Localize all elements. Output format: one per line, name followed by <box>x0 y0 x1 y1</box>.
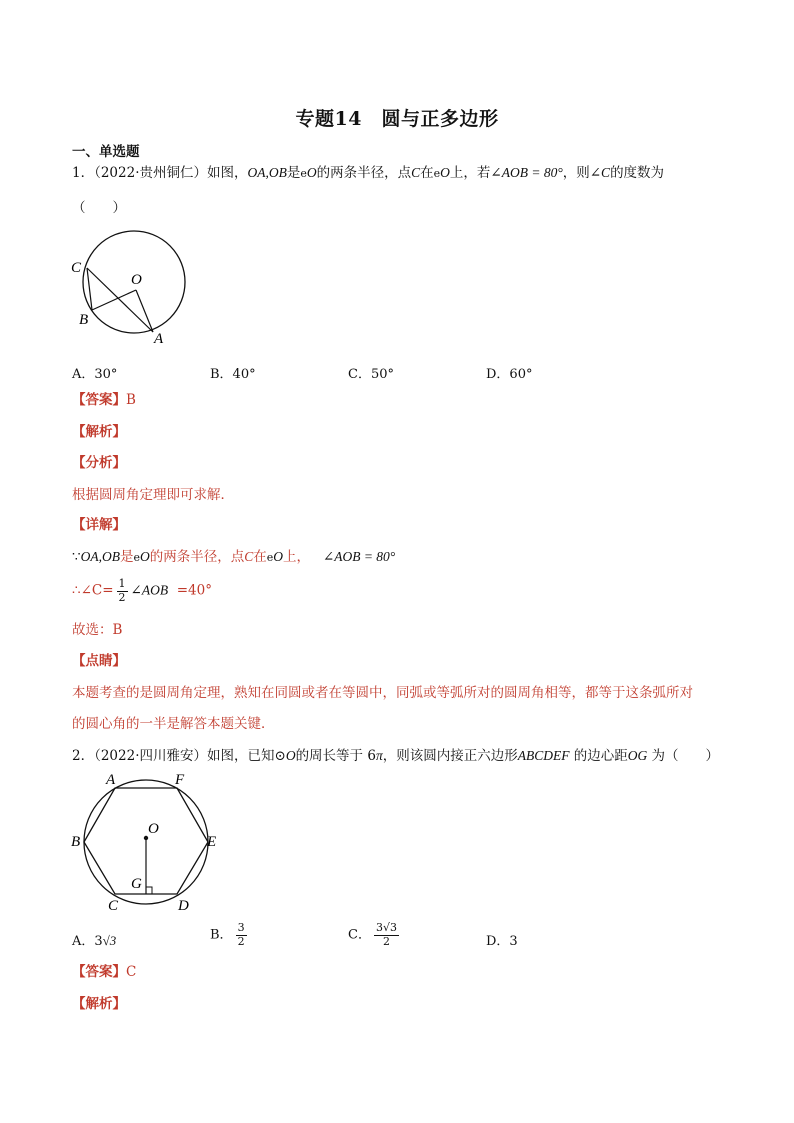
q2-label-g: G <box>131 876 142 892</box>
q2-stem: 2．（2022·四川雅安）如图，已知⊙O的周长等于 6π，则该圆内接正六边形ABCDEF 的边心距OG 为（ ） <box>72 748 720 764</box>
q1-radius-ob <box>92 290 136 310</box>
q2-jiexi-tag: 【解析】 <box>72 996 126 1012</box>
q1-stem: 1．（2022·贵州铜仁）如图，OA,OB是eO的两条半径，点C在eO上，若∠AOB = 80°，则∠C的度数为 <box>72 165 665 181</box>
q1-dianjing-line2: 的圆心角的一半是解答本题关键． <box>72 716 275 732</box>
q2-option-c-fraction: $\frac{3√3}{2}$ <box>375 921 397 948</box>
q1-detail-line2: ∴∠C= $\frac{1}{2}$ ∠AOB =40° <box>72 577 212 604</box>
q1-paren: （ ） <box>72 200 126 216</box>
page-title: 专题14 圆与正多边形 <box>295 108 499 130</box>
q1-answer: 【答案】B <box>72 392 136 408</box>
q2-label-c: C <box>108 898 119 914</box>
q2-option-b: B． $\frac{3}{2}$ <box>210 921 245 948</box>
q1-dianjing-tag: 【点睛】 <box>72 653 126 669</box>
q1-figure <box>68 228 198 346</box>
q2-label-e: E <box>207 834 217 850</box>
q1-jiexi-tag: 【解析】 <box>72 424 126 440</box>
q1-radius-oa <box>136 290 153 332</box>
q2-right-angle-mark <box>146 887 152 894</box>
section-heading: 一、单选题 <box>72 144 140 160</box>
q1-label-c: C <box>71 260 82 276</box>
q2-option-a: A．3√3 <box>72 933 117 949</box>
q2-answer: 【答案】C <box>72 964 137 980</box>
q2-label-f: F <box>175 772 185 788</box>
q2-label-b: B <box>71 834 81 850</box>
q2-option-c: C． $\frac{3√3}{2}$ <box>348 921 397 948</box>
q1-guxuan: 故选：B <box>72 622 123 638</box>
q1-detail-line1: ∵OA,OB是eO的两条半径，点C在eO上， ∠AOB = 80° <box>72 549 396 565</box>
q2-label-o: O <box>148 821 159 837</box>
q1-fraction-half: $\frac{1}{2}$ <box>118 577 126 604</box>
q1-option-a: A．30° <box>72 367 118 382</box>
q2-label-d: D <box>178 898 189 914</box>
q2-option-b-fraction: $\frac{3}{2}$ <box>237 921 245 948</box>
q1-xiangjie-tag: 【详解】 <box>72 517 126 533</box>
q1-option-b: B．40° <box>210 367 256 382</box>
q2-figure <box>68 770 228 918</box>
q1-label-o: O <box>131 272 142 288</box>
q1-fenxi-text: 根据圆周角定理即可求解． <box>72 487 234 503</box>
q1-label-a: A <box>154 331 164 346</box>
q1-label-b: B <box>79 312 89 328</box>
q1-dianjing-line1: 本题考查的是圆周角定理，熟知在同圆或者在等圆中，同弧或等弧所对的圆周角相等，都等于这条弧所对 <box>72 685 693 701</box>
q1-fenxi-tag: 【分析】 <box>72 455 126 471</box>
q2-label-a: A <box>106 772 116 788</box>
q1-chord-ca <box>87 268 153 332</box>
q2-option-d: D．3 <box>486 934 518 949</box>
q1-option-d: D．60° <box>486 367 533 382</box>
q1-option-c: C．50° <box>348 367 394 382</box>
